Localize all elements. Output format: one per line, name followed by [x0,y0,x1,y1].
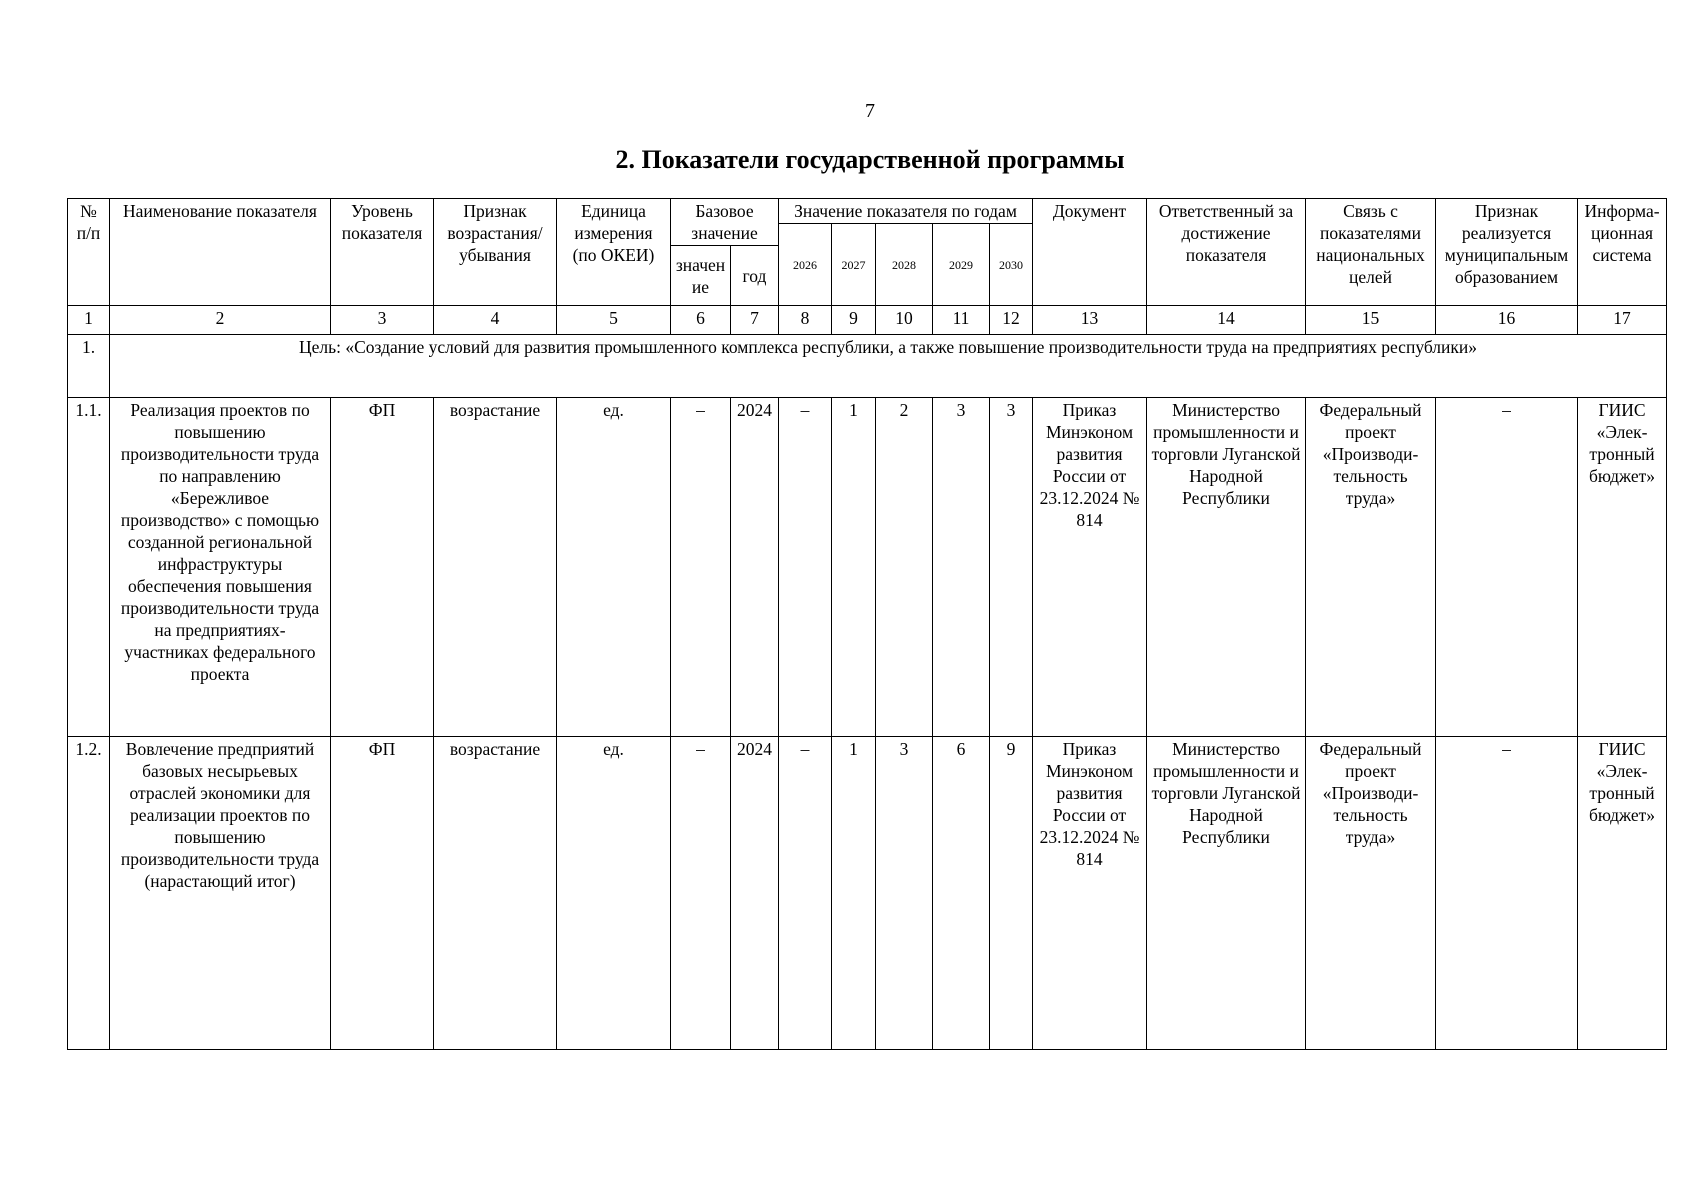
value-2028: 3 [876,737,933,1050]
indicator-name: Вовлечение предприятий базовых несырьевых отраслей экономики для реализации проектов по повышению производительности труда (нарастающий итог) [110,737,331,1050]
base-value: – [671,398,731,737]
indicator-unit: ед. [557,737,671,1050]
value-2030: 9 [990,737,1033,1050]
header-year-2026: 2026 [779,224,832,306]
header-base-year: год [731,246,779,306]
header-num: № п/п [68,199,110,306]
header-base: Базовое значение [671,199,779,246]
header-base-value: значен ие [671,246,731,306]
value-2029: 3 [933,398,990,737]
header-year-2029: 2029 [933,224,990,306]
header-document: Документ [1033,199,1147,306]
header-year-2027: 2027 [832,224,876,306]
header-info-system: Информа-ционная система [1578,199,1667,306]
table-row [68,398,1667,737]
responsible: Министерство промышленности и торговли Луганской Народной Республики [1147,737,1306,1050]
column-number: 15 [1306,306,1436,335]
value-2026: – [779,737,832,1050]
table-row [68,737,1667,1050]
header-municipal: Признак реализуется муниципальным образованием [1436,199,1578,306]
indicator-name: Реализация проектов по повышению производительности труда по направлению «Бережливое производство» с помощью созданной региональной инфраструктуры обеспечения повышения производительности труда на предприятиях-участниках федерального проекта [110,398,331,737]
row-num: 1.2. [68,737,110,1050]
responsible: Министерство промышленности и торговли Луганской Народной Республики [1147,398,1306,737]
indicators-table [67,198,1667,1050]
header-unit: Единица измерения (по ОКЕИ) [557,199,671,306]
info-system: ГИИС «Элек-тронный бюджет» [1578,737,1667,1050]
municipal-flag: – [1436,398,1578,737]
indicator-level: ФП [331,398,434,737]
value-2028: 2 [876,398,933,737]
column-number: 7 [731,306,779,335]
column-number: 8 [779,306,832,335]
page-number: 7 [865,100,875,122]
national-goal-link: Федеральный проект «Производи-тельность труда» [1306,398,1436,737]
goal-text: Цель: «Создание условий для развития промышленного комплекса республики, а также повышение производительности труда на предприятиях республики» [110,335,1667,398]
indicator-level: ФП [331,737,434,1050]
column-number: 13 [1033,306,1147,335]
header-responsible: Ответственный за достижение показателя [1147,199,1306,306]
column-number: 5 [557,306,671,335]
header-trend: Признак возрастания/ убывания [434,199,557,306]
value-2026: – [779,398,832,737]
row-num: 1.1. [68,398,110,737]
column-number: 3 [331,306,434,335]
column-number: 12 [990,306,1033,335]
header-year-2028: 2028 [876,224,933,306]
value-2027: 1 [832,737,876,1050]
header-name: Наименование показателя [110,199,331,306]
value-2027: 1 [832,398,876,737]
column-number: 1 [68,306,110,335]
column-numbers-row [68,306,1667,335]
column-number: 10 [876,306,933,335]
indicator-trend: возрастание [434,398,557,737]
value-2029: 6 [933,737,990,1050]
national-goal-link: Федеральный проект «Производи-тельность труда» [1306,737,1436,1050]
document: Приказ Минэконом развития России от 23.12.2024 № 814 [1033,737,1147,1050]
table-header [68,199,1667,306]
column-number: 11 [933,306,990,335]
info-system: ГИИС «Элек-тронный бюджет» [1578,398,1667,737]
value-2030: 3 [990,398,1033,737]
base-year: 2024 [731,398,779,737]
header-years-group: Значение показателя по годам [779,199,1033,224]
column-number: 6 [671,306,731,335]
column-number: 14 [1147,306,1306,335]
header-level: Уровень показателя [331,199,434,306]
document: Приказ Минэконом развития России от 23.12.2024 № 814 [1033,398,1147,737]
column-number: 4 [434,306,557,335]
goal-num: 1. [68,335,110,398]
municipal-flag: – [1436,737,1578,1050]
header-link: Связь с показателями национальных целей [1306,199,1436,306]
base-year: 2024 [731,737,779,1050]
header-year-2030: 2030 [990,224,1033,306]
goal-row [68,335,1667,398]
indicator-trend: возрастание [434,737,557,1050]
column-number: 2 [110,306,331,335]
column-number: 9 [832,306,876,335]
indicator-unit: ед. [557,398,671,737]
column-number: 16 [1436,306,1578,335]
column-number: 17 [1578,306,1667,335]
base-value: – [671,737,731,1050]
page-title: 2. Показатели государственной программы [615,145,1125,174]
